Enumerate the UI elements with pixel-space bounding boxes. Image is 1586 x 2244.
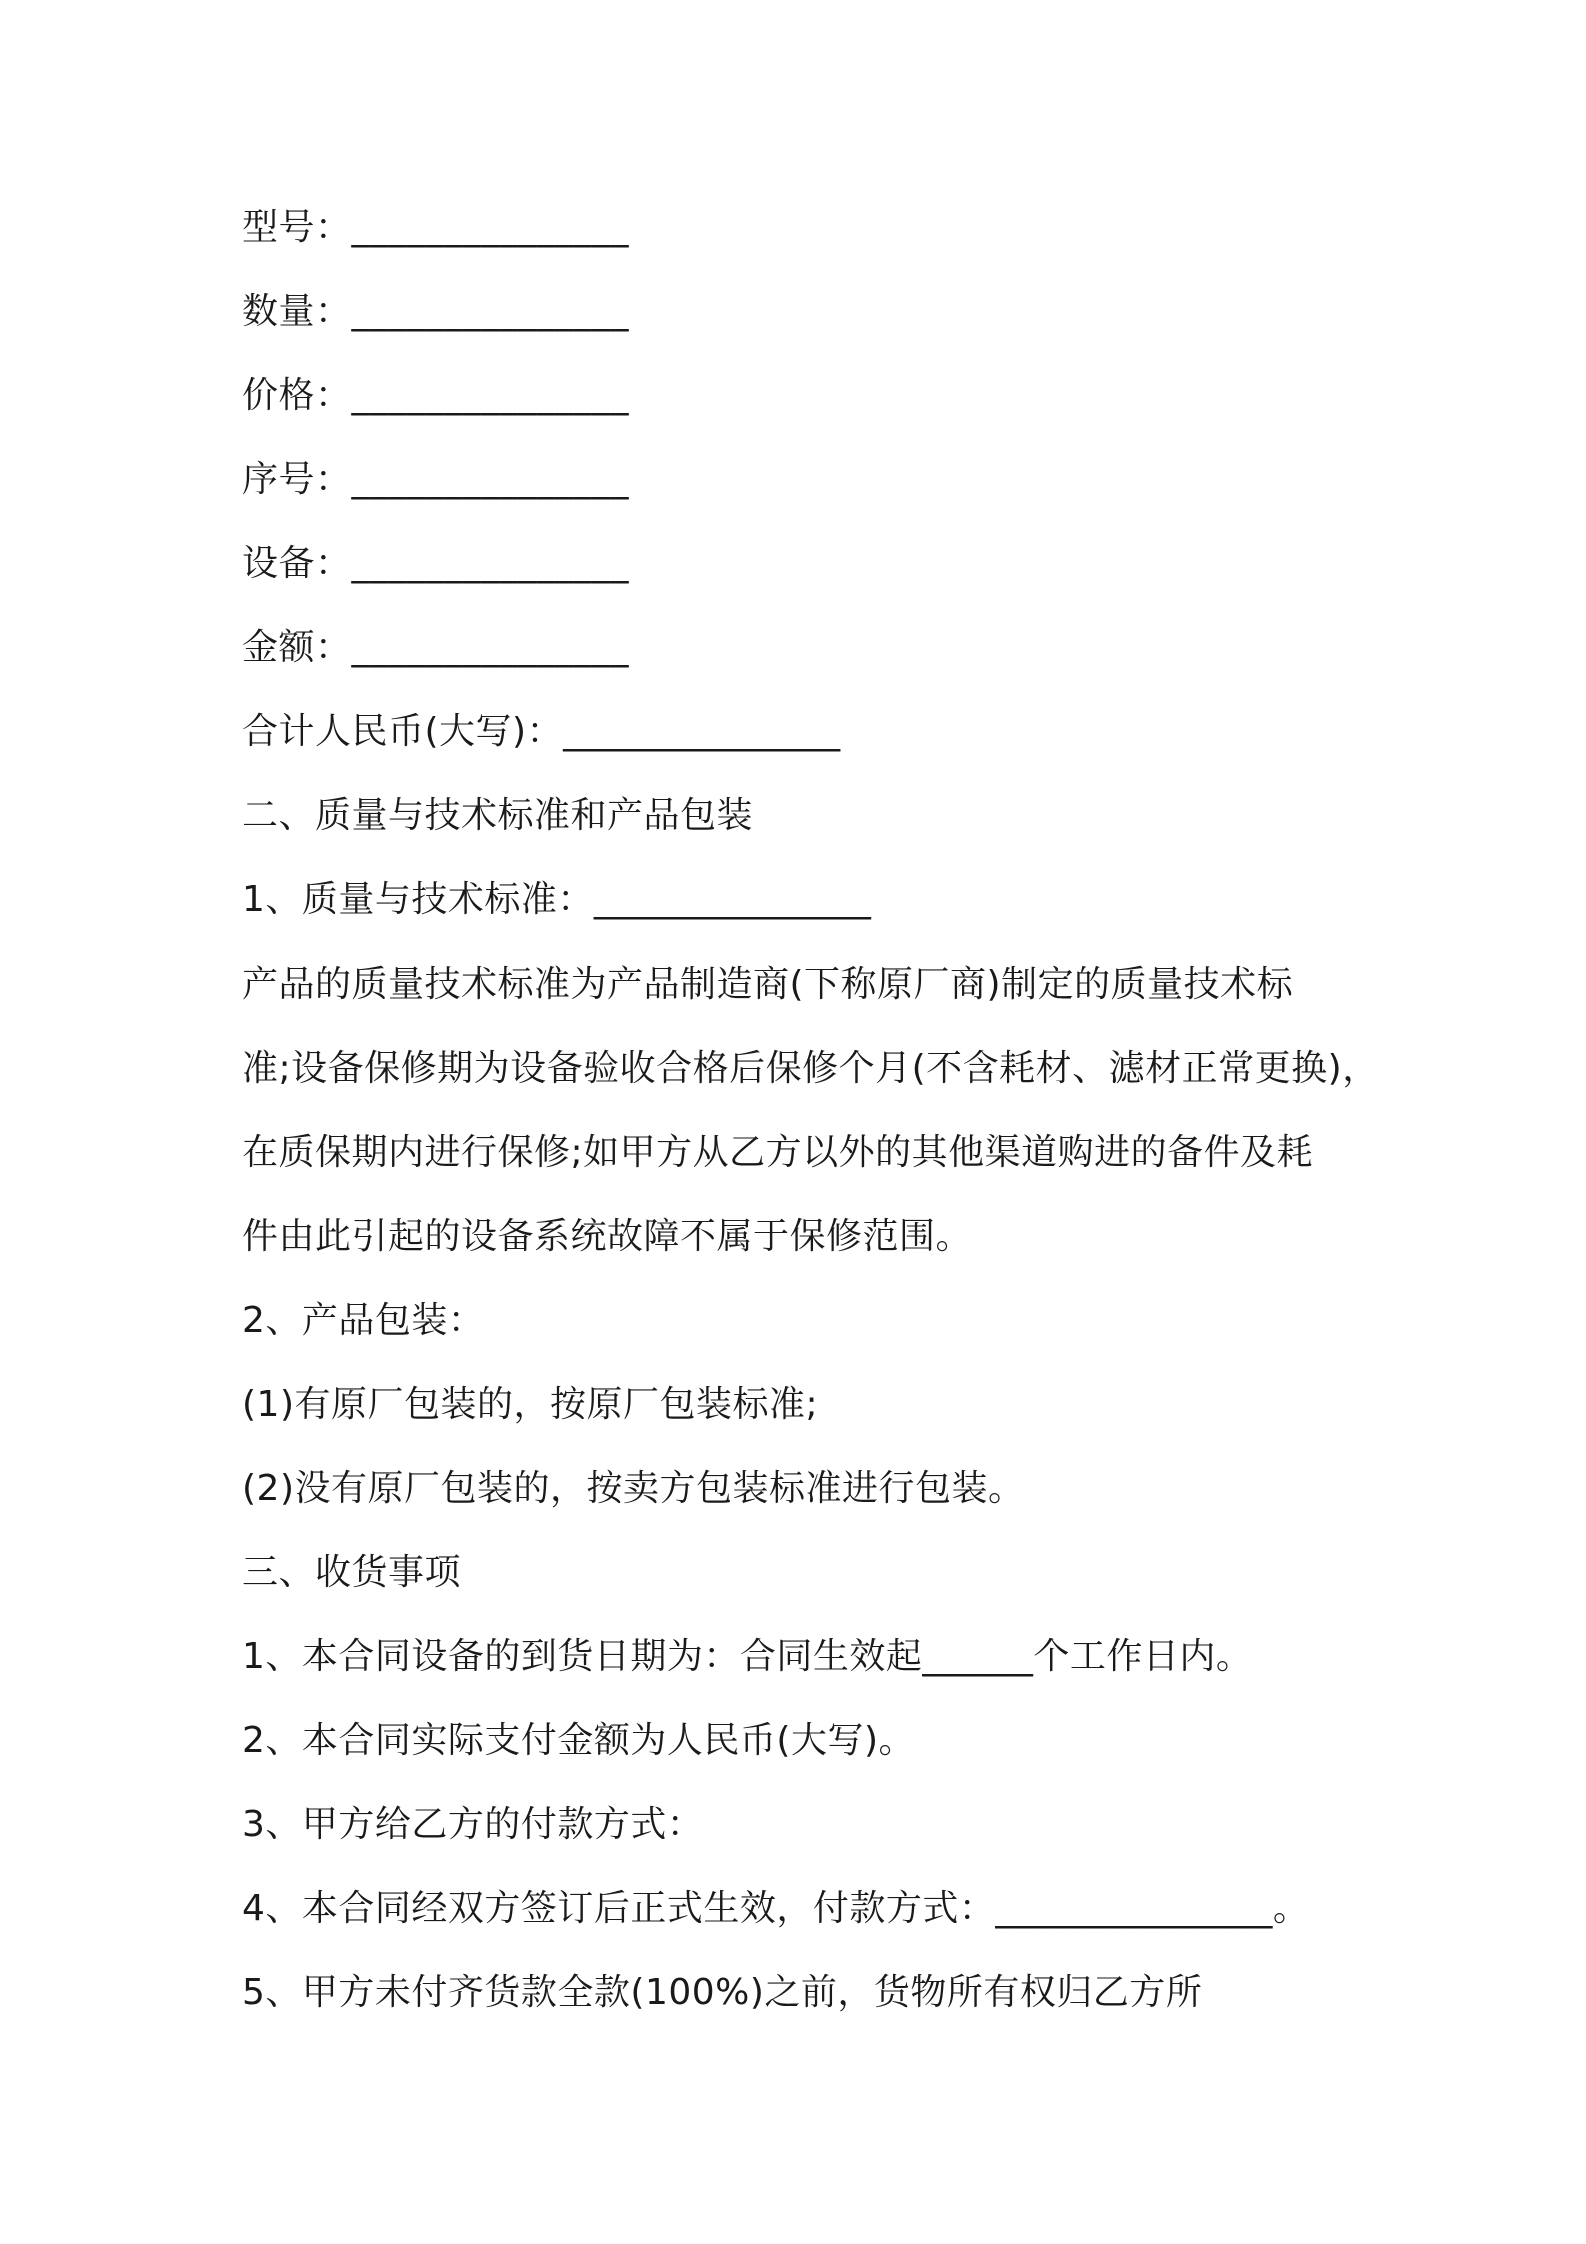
clause-effective: 4、本合同经双方签订后正式生效，付款方式：_______________。 [242,1888,1310,1929]
clause-payment-amount: 2、本合同实际支付金额为人民币(大写)。 [242,1720,915,1761]
section-heading-quality: 二、质量与技术标准和产品包装 [242,795,754,836]
field-price: 价格：_______________ [242,375,630,416]
field-quantity: 数量：_______________ [242,291,630,332]
field-amount: 金额：_______________ [242,627,630,668]
field-model: 型号：_______________ [242,207,630,248]
paragraph-line: 产品的质量技术标准为产品制造商(下称原厂商)制定的质量技术标 [242,964,1294,1005]
paragraph-line: 件由此引起的设备系统故障不属于保修范围。 [242,1216,973,1257]
clause-quality-standard: 1、质量与技术标准：_______________ [242,879,872,920]
clause-ownership: 5、甲方未付齐货款全款(100%)之前，货物所有权归乙方所 [242,1972,1203,2013]
field-serial-number: 序号：_______________ [242,459,630,500]
paragraph-line: 准;设备保修期为设备验收合格后保修个月(不含耗材、滤材正常更换)， [242,1048,1379,1089]
section-heading-receipt: 三、收货事项 [242,1552,462,1593]
field-total-rmb: 合计人民币(大写)：_______________ [242,711,841,752]
clause-packaging: 2、产品包装： [242,1300,485,1341]
paragraph-line: 在质保期内进行保修;如甲方从乙方以外的其他渠道购进的备件及耗 [242,1132,1314,1173]
clause-packaging-item-1: (1)有原厂包装的，按原厂包装标准; [242,1384,819,1425]
field-equipment: 设备：_______________ [242,543,630,584]
clause-delivery-date: 1、本合同设备的到货日期为：合同生效起______个工作日内。 [242,1636,1253,1677]
clause-packaging-item-2: (2)没有原厂包装的，按卖方包装标准进行包装。 [242,1468,1025,1509]
clause-payment-method: 3、甲方给乙方的付款方式： [242,1804,704,1845]
